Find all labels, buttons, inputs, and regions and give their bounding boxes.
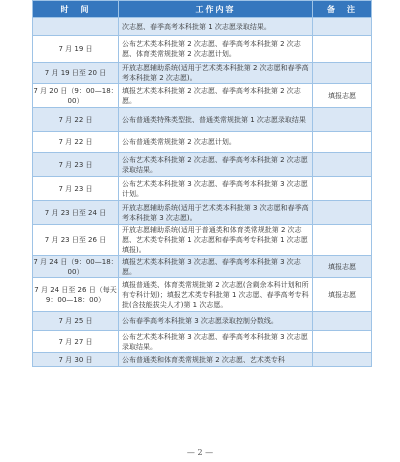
row-time: 7 月 22 日 bbox=[33, 132, 119, 153]
table-row bbox=[33, 331, 372, 353]
row-time: 7 月 27 日 bbox=[33, 331, 119, 353]
table-row bbox=[33, 353, 372, 367]
row-time: 7 月 22 日 bbox=[33, 108, 119, 132]
row-content: 开放志愿辅助系统(适用于艺术类本科批第 2 次志愿和春季高考本科批第 2 次志愿)。 bbox=[119, 63, 313, 84]
table-row bbox=[33, 201, 372, 225]
row-note bbox=[313, 132, 372, 153]
row-note bbox=[313, 177, 372, 201]
row-time: 7 月 23 日至 26 日 bbox=[33, 225, 119, 256]
row-note bbox=[313, 225, 372, 256]
table-row bbox=[33, 18, 372, 36]
row-content: 公布艺术类本科批第 3 次志愿、春季高考本科批第 3 次志愿计划。 bbox=[119, 177, 313, 201]
row-note bbox=[313, 18, 372, 36]
table-row bbox=[33, 225, 372, 256]
row-content: 填报艺术类本科批第 2 次志愿、春季高考本科批第 2 次志愿。 bbox=[119, 84, 313, 108]
row-time: 7 月 25 日 bbox=[33, 312, 119, 331]
row-time: 7 月 24 日（9：00—18：00） bbox=[33, 257, 118, 276]
row-note bbox=[313, 36, 372, 63]
row-content: 开放志愿辅助系统(适用于艺术类本科批第 3 次志愿和春季高考本科批第 3 次志愿)。 bbox=[119, 201, 313, 225]
row-note bbox=[313, 201, 372, 225]
row-note bbox=[313, 312, 372, 331]
row-note: 填报志愿 bbox=[313, 256, 372, 278]
row-content: 次志愿、春季高考本科批第 1 次志愿录取结果。 bbox=[119, 18, 313, 36]
row-time: 7 月 19 日至 20 日 bbox=[33, 63, 119, 84]
row-time: 7 月 23 日 bbox=[33, 177, 119, 201]
table-row bbox=[33, 153, 372, 177]
table-row bbox=[33, 108, 372, 132]
row-note bbox=[313, 63, 372, 84]
row-content: 公布艺术类本科批第 3 次志愿、春季高考本科批第 3 次志愿录取结果。 bbox=[119, 331, 313, 353]
row-note bbox=[313, 108, 372, 132]
row-content: 公布春季高考本科批第 3 次志愿录取控制分数线。 bbox=[119, 312, 313, 331]
table-header-row bbox=[33, 1, 372, 18]
row-content: 填报普通类、体育类常规批第 2 次志愿(含剩余本科计划和所有专科计划)；填报艺术类专科批第 1 次志愿、春季高考专科批(含技能拔尖人才)第 1 次志愿。 bbox=[119, 278, 313, 312]
row-content: 填报艺术类本科批第 3 次志愿、春季高考本科批第 3 次志愿。 bbox=[119, 256, 313, 278]
row-note bbox=[313, 153, 372, 177]
table-row bbox=[33, 84, 372, 108]
row-content: 公布艺术类本科批第 2 次志愿、春季高考本科批第 2 次志愿录取结果。 bbox=[119, 153, 313, 177]
row-note: 填报志愿 bbox=[313, 278, 372, 312]
header-time: 时 间 bbox=[33, 1, 119, 18]
table-row bbox=[33, 177, 372, 201]
header-note: 备 注 bbox=[313, 1, 372, 18]
table-row bbox=[33, 63, 372, 84]
row-content: 公布普通类和体育类常规批第 2 次志愿、艺术类专科 bbox=[119, 353, 313, 367]
table-row bbox=[33, 132, 372, 153]
table-row bbox=[33, 36, 372, 63]
row-content: 公布普通类特殊类型批、普通类常规批第 1 次志愿录取结果 bbox=[119, 108, 313, 132]
row-time: 7 月 23 日 bbox=[33, 153, 119, 177]
row-time bbox=[33, 18, 119, 36]
row-time: 7 月 23 日至 24 日 bbox=[33, 201, 119, 225]
row-content: 公布普通类常规批第 2 次志愿计划。 bbox=[119, 132, 313, 153]
row-time: 7 月 19 日 bbox=[33, 36, 119, 63]
table-row bbox=[33, 256, 372, 278]
table-row bbox=[33, 312, 372, 331]
row-note bbox=[313, 331, 372, 353]
row-time: 7 月 20 日（9：00—18：00） bbox=[33, 84, 119, 108]
table-row bbox=[33, 278, 372, 312]
row-content: 开放志愿辅助系统(适用于普通类和体育类常规批第 2 次志愿、艺术类专科批第 1 次志愿和春季高考专科批第 1 次志愿填报)。 bbox=[119, 225, 313, 256]
row-time: 7 月 24 日至 26 日（每天 9：00—18：00） bbox=[33, 278, 119, 312]
schedule-table bbox=[32, 0, 372, 367]
row-note: 填报志愿 bbox=[313, 84, 372, 108]
header-content: 工作内容 bbox=[119, 1, 313, 18]
row-time: 7 月 30 日 bbox=[33, 353, 119, 367]
row-note bbox=[313, 353, 372, 367]
row-content: 公布艺术类本科批第 2 次志愿、春季高考本科批第 2 次志愿、体育类常规批第 2 次志愿计划。 bbox=[119, 36, 313, 63]
page-number: — 2 — bbox=[186, 448, 214, 457]
